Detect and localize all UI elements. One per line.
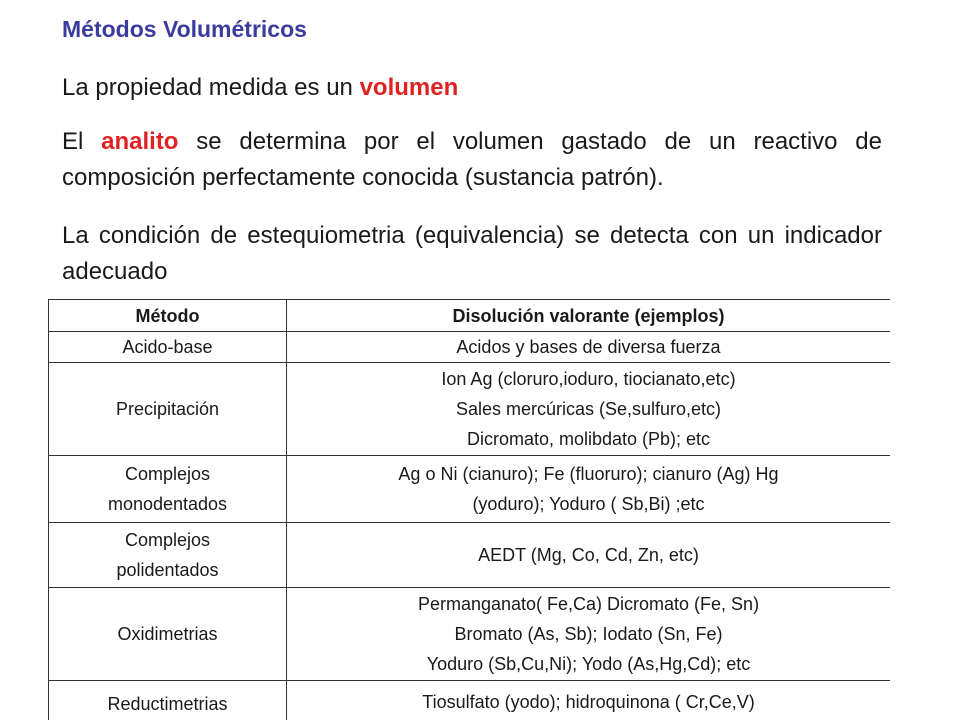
highlight-volumen: volumen <box>359 74 459 101</box>
cell-line: Reductimetrias <box>107 694 228 714</box>
methods-table-container <box>48 299 890 720</box>
table-row <box>49 332 891 363</box>
cell-method <box>49 456 287 523</box>
slide-title: Métodos Volumétricos <box>62 16 307 42</box>
cell-solution <box>287 363 891 456</box>
cell-method <box>49 588 287 681</box>
highlight-analito: analito <box>101 128 179 155</box>
cell-line: Tiosulfato (yodo); hidroquinona ( Cr,Ce,V) <box>422 692 755 712</box>
cell-line: Ag o Ni (cianuro); Fe (fluoruro); cianuro (Ag) Hg <box>398 464 779 484</box>
cell-line: Bromato (As, Sb); Iodato (Sn, Fe) <box>454 624 723 644</box>
cell-line: Acidos y bases de diversa fuerza <box>456 337 721 357</box>
cell-solution <box>287 456 891 523</box>
cell-line: AEDT (Mg, Co, Cd, Zn, etc) <box>478 545 699 565</box>
cell-method <box>49 332 287 363</box>
cell-line: Precipitación <box>115 399 220 419</box>
cell-line: Acido-base <box>122 337 213 357</box>
header-method: Método <box>49 300 287 332</box>
paragraph-text: La propiedad medida es un <box>62 74 360 101</box>
cell-line: polidentados <box>116 560 219 580</box>
cell-solution <box>287 332 891 363</box>
cell-method <box>49 363 287 456</box>
table-row <box>49 456 891 523</box>
paragraph-analyte <box>62 124 882 196</box>
table-row <box>49 681 891 720</box>
cell-line: Complejos <box>124 530 211 550</box>
cell-solution <box>287 588 891 681</box>
cell-line: Permanganato( Fe,Ca) Dicromato (Fe, Sn) <box>417 594 760 614</box>
cell-line: monodentados <box>107 494 228 514</box>
cell-solution <box>287 523 891 588</box>
paragraph-stoichiometry: La condición de estequiometria (equivalencia) se detecta con un indicador adecuado <box>62 222 882 285</box>
cell-line: Yoduro (Sb,Cu,Ni); Yodo (As,Hg,Cd); etc <box>426 654 751 674</box>
cell-solution <box>287 681 891 720</box>
table-header-row <box>49 300 891 332</box>
cell-line: Complejos <box>124 464 211 484</box>
table-row <box>49 523 891 588</box>
paragraph-measured-property <box>62 70 882 106</box>
cell-line: Dicromato, molibdato (Pb); etc <box>466 429 711 449</box>
table-row <box>49 588 891 681</box>
cell-line: Sales mercúricas (Se,sulfuro,etc) <box>455 399 722 419</box>
methods-table <box>48 299 890 720</box>
cell-method <box>49 523 287 588</box>
cell-method <box>49 681 287 720</box>
table-row <box>49 363 891 456</box>
header-solution: Disolución valorante (ejemplos) <box>287 300 891 332</box>
cell-line: Ion Ag (cloruro,ioduro, tiocianato,etc) <box>441 369 736 389</box>
cell-line: Oxidimetrias <box>117 624 218 644</box>
paragraph-text: se determina por el volumen gastado de un reactivo de composición perfectamente conocida (sustancia patrón). <box>62 128 882 191</box>
cell-line: (yoduro); Yoduro ( Sb,Bi) ;etc <box>472 494 705 514</box>
paragraph-text: El <box>62 128 102 155</box>
